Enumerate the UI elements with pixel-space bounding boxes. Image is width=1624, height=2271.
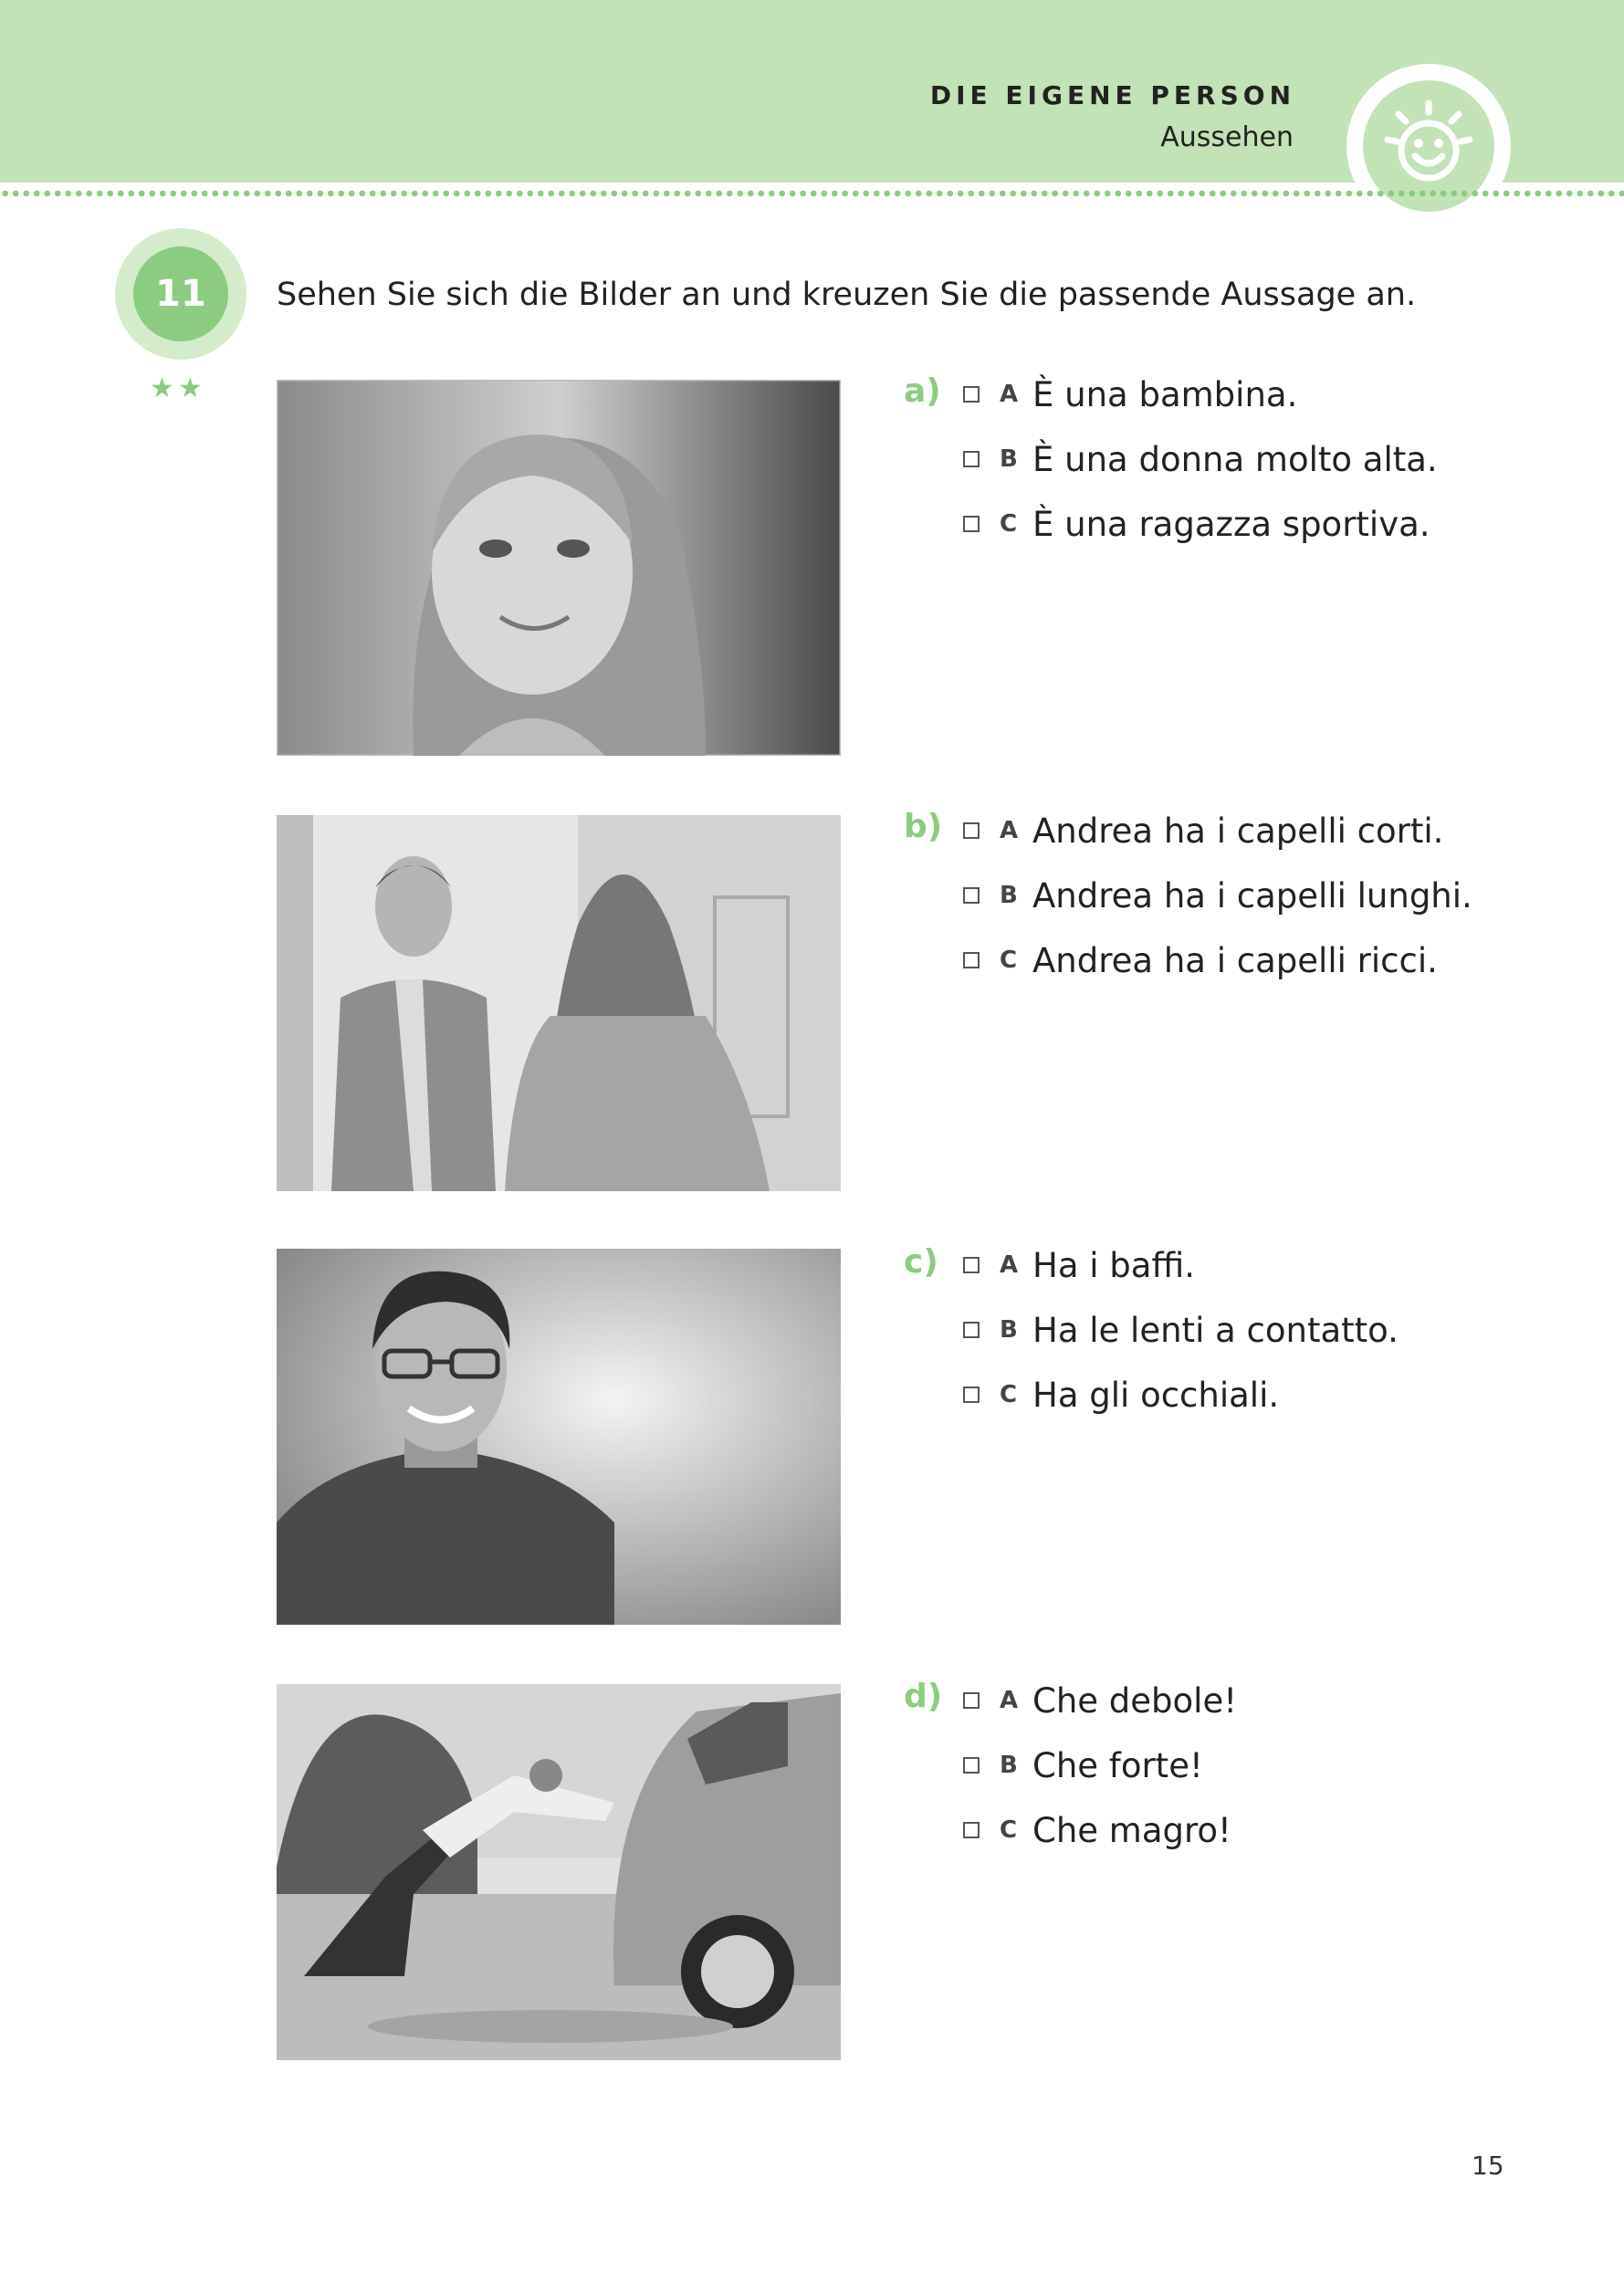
option-row[interactable] [963,439,1438,479]
option-row[interactable] [963,1810,1231,1850]
task-label: b) [904,808,943,845]
option-letter: C [1000,947,1018,974]
exercise-instruction: Sehen Sie sich die Bilder an und kreuzen Sie die passende Aussage an. [277,277,1417,313]
option-text: È una bambina. [1032,374,1298,414]
task-label: c) [904,1243,938,1281]
checkbox[interactable] [963,1692,980,1709]
option-text: Ha le lenti a contatto. [1032,1310,1399,1350]
checkbox[interactable] [963,516,980,532]
option-row[interactable] [963,940,1438,980]
checkbox[interactable] [963,386,980,403]
option-letter: A [1000,1687,1019,1714]
checkbox[interactable] [963,1387,980,1403]
section-subtitle: Aussehen [1160,121,1294,153]
task-label: a) [904,372,941,410]
option-row[interactable] [963,1680,1237,1721]
option-letter: A [1000,1251,1019,1279]
option-row[interactable] [963,1310,1399,1350]
checkbox[interactable] [963,822,980,839]
option-text: Andrea ha i capelli ricci. [1032,940,1438,980]
difficulty-stars: ★★ [150,372,206,404]
option-text: Ha i baffi. [1032,1245,1195,1285]
checkbox[interactable] [963,1322,980,1338]
man-pushing-car-photo [277,1684,841,2060]
smiley-face-icon [1378,96,1479,196]
man-with-glasses-photo [277,1249,841,1625]
man-greeting-girl-photo [277,815,841,1191]
option-text: Andrea ha i capelli lunghi. [1032,875,1472,916]
section-title: DIE EIGENE PERSON [929,80,1295,110]
task-label: d) [904,1678,943,1715]
option-letter: A [1000,817,1019,844]
option-text: È una ragazza sportiva. [1032,504,1430,544]
option-letter: C [1000,510,1018,538]
option-text: Che debole! [1032,1680,1238,1721]
exercise-number: 11 [133,246,228,341]
option-row[interactable] [963,504,1430,544]
option-letter: B [1000,882,1018,909]
option-letter: B [1000,1316,1018,1344]
checkbox[interactable] [963,1822,980,1838]
option-row[interactable] [963,1375,1279,1415]
option-letter: C [1000,1816,1018,1844]
girl-portrait-photo [277,380,841,756]
option-row[interactable] [963,1745,1203,1785]
option-text: Che forte! [1032,1745,1203,1785]
checkbox[interactable] [963,887,980,904]
option-letter: B [1000,445,1018,473]
checkbox[interactable] [963,1757,980,1774]
option-text: Andrea ha i capelli corti. [1032,811,1444,851]
option-letter: A [1000,381,1019,408]
option-row[interactable] [963,374,1297,414]
option-text: Che magro! [1032,1810,1231,1850]
dotted-divider [0,187,1624,200]
checkbox[interactable] [963,451,980,467]
option-text: Ha gli occhiali. [1032,1375,1280,1415]
checkbox[interactable] [963,952,980,968]
section-logo [1346,64,1511,228]
option-text: È una donna molto alta. [1032,439,1438,479]
checkbox[interactable] [963,1257,980,1273]
option-row[interactable] [963,811,1443,851]
option-letter: B [1000,1752,1018,1779]
exercise-number-badge [115,228,246,360]
option-row[interactable] [963,1245,1195,1285]
page-number: 15 [1472,2151,1504,2181]
option-letter: C [1000,1381,1018,1408]
option-row[interactable] [963,875,1472,916]
